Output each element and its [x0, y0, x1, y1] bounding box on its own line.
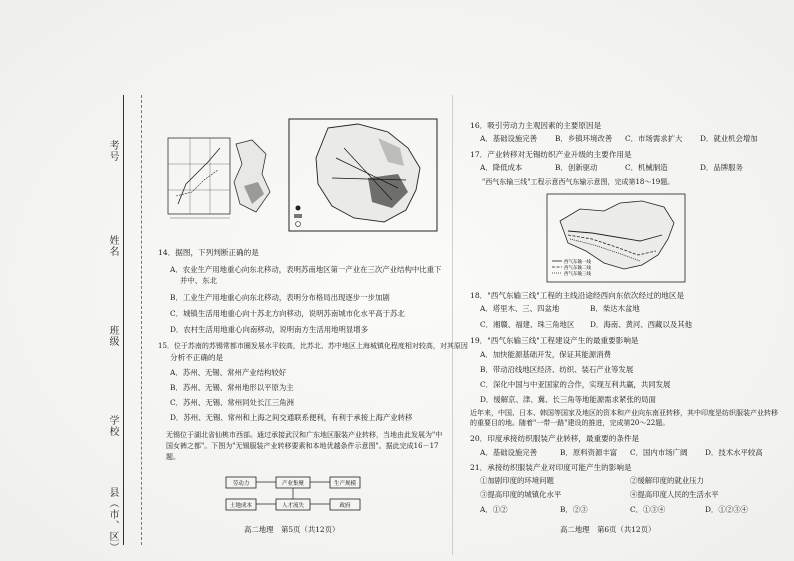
q18-option-a: A．塔里木、三、四盆地 [480, 304, 560, 313]
flow-diagram-industry-transfer [224, 467, 364, 519]
q21-statement-2: ②缓解印度的就业压力 [630, 476, 704, 485]
q20-stem: 20．印度承接纺织服装产业转移，最重要的条件是 [470, 434, 640, 443]
seal-line [123, 95, 124, 545]
q19-option-d: D．缓解京、津、冀、长三角等地能源需求紧张的局面 [480, 395, 656, 404]
q20-option-d: D．技术水平较高 [705, 448, 763, 457]
q18-option-d: D．海南、黄河、西藏以及其他 [590, 320, 693, 329]
q17-option-d: D．品牌服务 [700, 163, 743, 172]
figure-land-use-shift [166, 134, 276, 224]
q16-option-a: A．基础设施完善 [480, 134, 538, 143]
q19-option-a: A．加快能源基础开发，保证其能源消费 [480, 350, 611, 359]
flow-box-5: 生产规模 [333, 481, 357, 487]
q16-option-d: D．就业机会增加 [700, 134, 758, 143]
page-footer-left: 高二地理 第5页（共12页） [244, 525, 340, 534]
binding-margin [95, 95, 165, 555]
map-west-east-gas-pipeline [546, 193, 686, 283]
name-label: 姓名 [107, 235, 118, 257]
q21-option-b: B．②③ [560, 505, 588, 514]
q14-option-b: B．工业生产用地重心向东北移动，表明分布格局出现逐步一步加剧 [170, 293, 390, 302]
q21-option-a: A．①② [480, 505, 508, 514]
page-fold [452, 95, 453, 555]
passage-16-17: 无锡位于湖北省仙桃市西部。通过承接武汉和广东地区服装产业转移，当地由此发展为"中国女裤之都"。下图为"无锡服装产业转移要素和本地优越条件示意图"。据此完成16－17题。 [166, 431, 443, 461]
q17-option-a: A．降低成本 [480, 163, 523, 172]
county-label: 县（市、区） [107, 487, 118, 553]
passage-18-19: "西气东输三线"工程示意西气东输示意图，完成第18～19题。 [482, 178, 675, 186]
legend-line-2: 西气东输二线 [564, 266, 591, 271]
q19-option-b: B．带动沿线地区经济、纺织、装石产业等发展 [480, 365, 634, 374]
q20-option-b: B．原料资源丰富 [560, 448, 618, 457]
q14-option-c: C．城镇生活用地重心向十苏北方向移动，说明苏南城市化水平高于苏北 [170, 309, 405, 318]
flow-box-1: 劳动力 [232, 481, 250, 487]
school-label: 学校 [107, 415, 118, 437]
q21-stem: 21．承接纺织服装产业对印度可能产生的影响是 [470, 463, 632, 472]
q19-option-c: C．深化中国与中亚国家的合作，实现互利共赢，共同发展 [480, 380, 671, 389]
q21-statement-4: ④提高印度人民的生活水平 [630, 490, 719, 499]
q18-option-c: C．湘赣、福建、珠三角地区 [480, 320, 575, 329]
q14-stem: 14．据图，下列判断正确的是 [158, 248, 259, 257]
q21-option-d: D．①②③④ [705, 505, 748, 514]
q15-stem: 15．位于苏南的苏锡常都市圈发展水平较高，比苏北、苏中地区上海城镇化程度相对较高，对其原因 [158, 342, 468, 350]
flow-box-4: 人才流失 [281, 503, 305, 509]
q17-option-b: B．创新驱动 [555, 163, 598, 172]
q15-option-d: D．苏州、无锡、常州和上海之间交通联系便利，有利于承接上海产业转移 [170, 413, 413, 422]
q16-stem: 16．吸引劳动力主观因素的主要原因是 [470, 121, 602, 130]
q20-option-a: A．基础设施完善 [480, 448, 538, 457]
page-footer-right: 高二地理 第6页（共12页） [560, 525, 656, 534]
q15-stem-cont: 分析不正确的是 [170, 353, 224, 362]
q14-option-a: A．农业生产用地重心向东北移动，表明苏南地区第一产业在三次产业结构中比重下 [170, 265, 442, 274]
cut-line [141, 95, 142, 545]
q17-option-c: C．机械制造 [625, 163, 668, 172]
q20-option-c: C．国内市场广阔 [630, 448, 688, 457]
q21-statement-1: ①加剧印度的环境问题 [480, 476, 554, 485]
q18-option-b: B．柴达木盆地 [590, 304, 640, 313]
class-label: 班级 [107, 325, 118, 347]
flow-box-2: 土地成本 [229, 503, 253, 509]
legend-line-1: 西气东输一线 [564, 260, 591, 265]
legend-line-3: 西气东输三线 [564, 272, 591, 277]
q14-option-d: D．农村生活用地重心向南移动，说明南方生活用地明显增多 [170, 325, 369, 334]
map-jiangsu [288, 118, 438, 232]
q18-stem: 18．"西气东输三线"工程的主线沿途经西向东依次经过的地区是 [470, 291, 685, 300]
q15-option-a: A．苏州、无锡、常州产业结构较好 [170, 368, 287, 377]
flow-box-6: 政府 [339, 503, 351, 509]
q15-option-c: C．苏州、无锡、常州同处长江三角洲 [170, 398, 294, 407]
flow-box-3: 产业集聚 [281, 481, 305, 487]
q16-option-b: B．乡镇环境改善 [555, 134, 613, 143]
passage-20-22: 近年来，中国、日本、韩国等国家及地区的资本和产业向东南亚转移，其中印度是纺织服装产业转移的重要目的地。随着"一带一路"建设的推进，完成第20～22题。 [470, 409, 778, 427]
q16-option-c: C．市场需求扩大 [625, 134, 683, 143]
q14-option-a-cont: 并中、东北 [180, 276, 217, 285]
q15-option-b: B．苏州、无锡、常州地形以平原为主 [170, 383, 294, 392]
q21-option-c: C．①③④ [630, 505, 666, 514]
q17-stem: 17．产业转移对无锡纺织产业升级的主要作用是 [470, 150, 632, 159]
exam-no-label: 考号 [107, 140, 118, 162]
q21-statement-3: ③提高印度的城镇化水平 [480, 490, 562, 499]
q19-stem: 19．"西气东输三线"工程建设产生的最重要影响是 [470, 336, 639, 345]
